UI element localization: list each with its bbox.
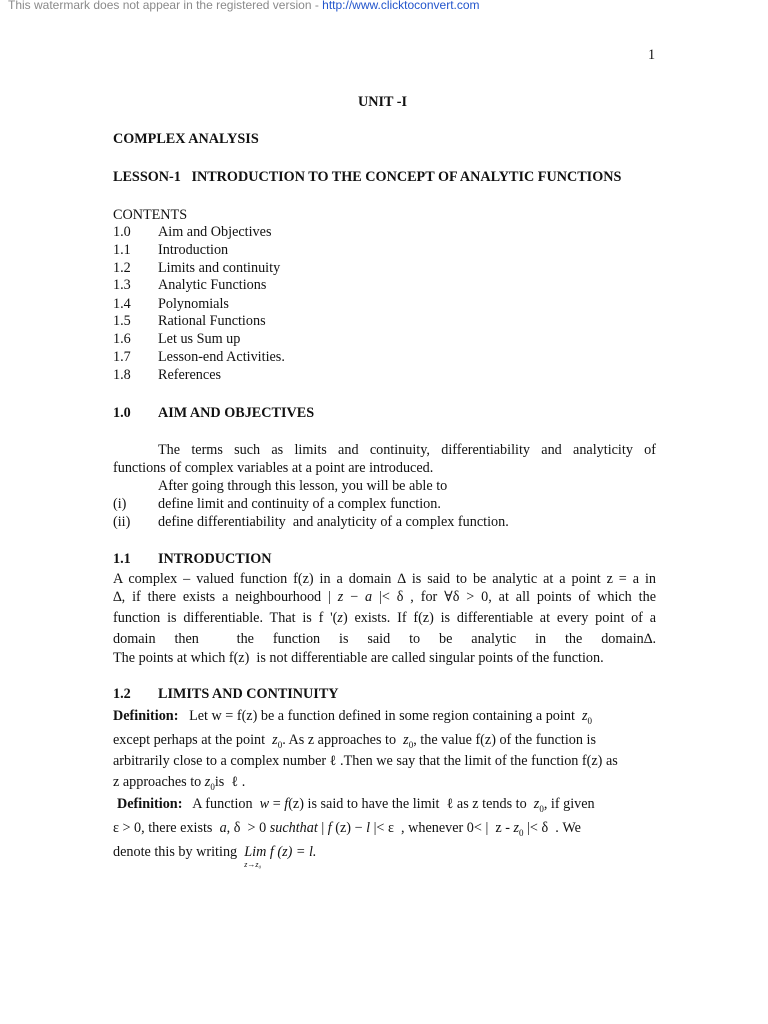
aim-paragraph-line: functions of complex variables at a point are introduced.: [113, 460, 434, 476]
contents-item-label: Analytic Functions: [158, 277, 267, 293]
section-number: 1.1: [113, 551, 131, 567]
contents-item-num: 1.4: [113, 296, 131, 312]
intro-line: function is differentiable. That is f '(z) exists. If f(z) is differentiable at every point of a: [113, 610, 656, 626]
definition-line: Definition: Let w = f(z) be a function defined in some region containing a point $z_0$: [113, 708, 593, 726]
contents-item-num: 1.3: [113, 277, 131, 293]
aim-paragraph-line: The terms such as limits and continuity, differentiability and analyticity of: [158, 442, 656, 458]
section-title: AIM AND OBJECTIVES: [158, 405, 315, 421]
contents-item-label: Rational Functions: [158, 313, 266, 329]
contents-item-num: 1.5: [113, 313, 131, 329]
section-title: LIMITS AND CONTINUITY: [158, 686, 339, 702]
intro-line: domain then the function is said to be analytic in the domain∆.: [113, 631, 656, 647]
definition-label: Definition:: [117, 796, 183, 812]
limit-expression: Lim z→z₀: [244, 844, 267, 869]
subject-title: COMPLEX ANALYSIS: [113, 131, 259, 147]
intro-line: A complex – valued function f(z) in a domain ∆ is said to be analytic at a point z = a in: [113, 571, 656, 587]
objective-num: (i): [113, 496, 127, 512]
contents-item-label: Aim and Objectives: [158, 224, 272, 240]
intro-line: ∆, if there exists a neighbourhood | z − a |< δ , for ∀δ > 0, at all points of which the: [113, 589, 656, 605]
intro-line: The points at which f(z) is not differentiable are called singular points of the function.: [113, 650, 604, 666]
contents-item-label: Introduction: [158, 242, 229, 258]
page-number: 1: [648, 47, 656, 63]
unit-title: UNIT -I: [358, 94, 408, 110]
aim-paragraph-line: After going through this lesson, you will be able to: [158, 478, 448, 494]
definition-line: Definition: A function w = f(z) is said to have the limit ℓ as z tends to $z_0$, if given: [117, 796, 595, 814]
contents-item-num: 1.2: [113, 260, 131, 276]
definition-line: z approaches to $z_0is$ ℓ .: [113, 774, 246, 792]
objective-text: define limit and continuity of a complex function.: [158, 496, 441, 512]
contents-item-num: 1.8: [113, 367, 131, 383]
contents-item-num: 1.1: [113, 242, 131, 258]
definition-line: denote this by writing Lim z→z₀ f (z) = l.: [113, 844, 317, 869]
contents-title: CONTENTS: [113, 207, 188, 223]
section-title: INTRODUCTION: [158, 551, 272, 567]
definition-line: except perhaps at the point $z_0$. As z approaches to $z_0$, the value f(z) of the function is: [113, 732, 596, 750]
contents-item-num: 1.7: [113, 349, 131, 365]
contents-item-label: Let us Sum up: [158, 331, 241, 347]
contents-item-label: Polynomials: [158, 296, 229, 312]
objective-text: define differentiability and analyticity of a complex function.: [158, 514, 509, 530]
objective-num: (ii): [113, 514, 131, 530]
contents-item-label: References: [158, 367, 222, 383]
contents-item-label: Lesson-end Activities.: [158, 349, 285, 365]
definition-line: arbitrarily close to a complex number ℓ .Then we say that the limit of the function f(z) as: [113, 753, 618, 769]
contents-item-label: Limits and continuity: [158, 260, 281, 276]
section-number: 1.0: [113, 405, 131, 421]
watermark-link[interactable]: http://www.clicktoconvert.com: [322, 0, 480, 12]
section-number: 1.2: [113, 686, 131, 702]
definition-line: ε > 0, there exists a, δ > 0 suchthat | f (z) − l |< ε , whenever 0< | z - $z_0$ |< δ . We: [113, 820, 581, 838]
lesson-title: LESSON-1 INTRODUCTION TO THE CONCEPT OF ANALYTIC FUNCTIONS: [113, 169, 622, 185]
definition-label: Definition:: [113, 708, 179, 724]
contents-item-num: 1.0: [113, 224, 131, 240]
watermark-text: This watermark does not appear in the registered version -: [8, 0, 323, 12]
contents-item-num: 1.6: [113, 331, 131, 347]
watermark: [8, 0, 480, 12]
